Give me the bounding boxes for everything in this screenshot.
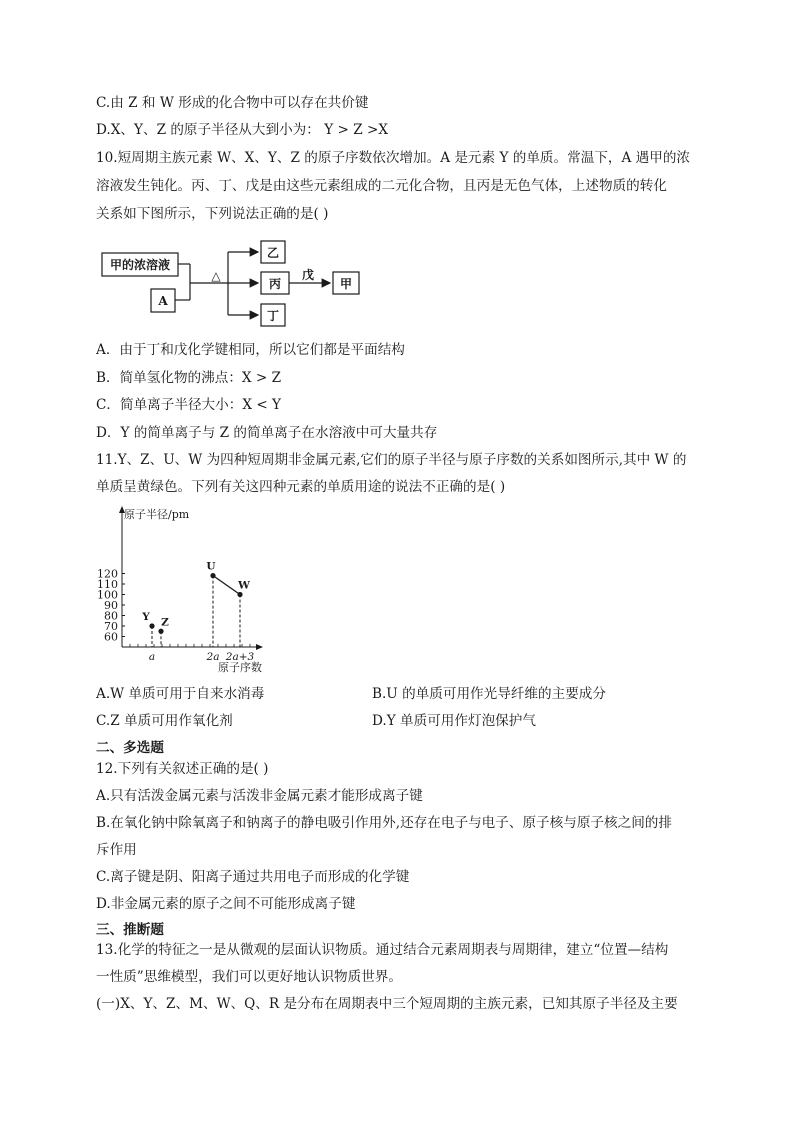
question-13-line-3: (一)X、Y、Z、M、W、Q、R 是分布在周期表中三个短周期的主族元素，已知其原子半径及主要 xyxy=(96,996,678,1012)
q11-option-d: D.Y 单质可用作灯泡保护气 xyxy=(372,713,536,729)
y-tick-label: 100 xyxy=(97,588,118,602)
question-11-line-2: 单质呈黄绿色。下列有关这四种元素的单质用途的说法不正确的是( ) xyxy=(96,479,506,495)
question-10-line-2: 溶液发生钝化。丙、丁、戊是由这些元素组成的二元化合物，且丙是无色气体，上述物质的转化 xyxy=(96,178,667,194)
q10-option-a: A．由于丁和戊化学键相同，所以它们都是平面结构 xyxy=(96,342,405,358)
point-y xyxy=(149,623,154,628)
box-yi-label: 乙 xyxy=(266,246,280,260)
point-label-u: U xyxy=(206,560,216,573)
question-13-line-2: 一性质”思维模型，我们可以更好地认识物质世界。 xyxy=(96,969,403,985)
question-13-line-1: 13.化学的特征之一是从微观的层面认识物质。通过结合元素周期表与周期律，建立“位置—结构 xyxy=(96,942,669,958)
box-a-label: A xyxy=(158,294,168,308)
option-c-line: C.由 Z 和 W 形成的化合物中可以存在共价键 xyxy=(96,95,369,111)
q12-option-c: C.离子键是阴、阳离子通过共用电子而形成的化学键 xyxy=(96,869,410,885)
conversion-flow-diagram xyxy=(0,236,794,336)
q12-option-a: A.只有活泼金属元素与活泼非金属元素才能形成离子键 xyxy=(96,788,423,804)
point-z xyxy=(158,629,163,634)
x-tick-label: 2a+3 xyxy=(225,651,255,663)
q10-option-b: B．简单氢化物的沸点：X > Z xyxy=(96,370,282,386)
y-tick-label: 80 xyxy=(104,609,118,623)
box-jia-label: 甲 xyxy=(339,277,353,291)
q11-option-b: B.U 的单质可用作光导纤维的主要成分 xyxy=(372,686,606,702)
y-tick-label: 110 xyxy=(97,578,118,591)
option-d-line: D.X、Y、Z 的原子半径从大到小为： Y > Z >X xyxy=(96,122,389,138)
x-tick-label: a xyxy=(148,651,156,663)
y-axis-label: 原子半径/pm xyxy=(124,508,190,521)
x-axis-arrow xyxy=(256,644,263,650)
atomic-radius-chart xyxy=(0,500,794,680)
point-label-y: Y xyxy=(142,611,150,623)
point-w xyxy=(237,592,242,597)
u-w-connector xyxy=(213,576,240,595)
x-tick-label: 2a xyxy=(206,651,220,663)
box-bing-label: 丙 xyxy=(268,277,282,291)
x-axis-label: 原子序数 xyxy=(218,661,262,674)
question-10-line-1: 10.短周期主族元素 W、X、Y、Z 的原子序数依次增加。A 是元素 Y 的单质。常温下，A 遇甲的浓 xyxy=(96,150,691,166)
question-12: 12.下列有关叙述正确的是( ) xyxy=(96,761,269,777)
question-11-line-1: 11.Y、Z、U、W 为四种短周期非金属元素,它们的原子半径与原子序数的关系如图所示,其中 W 的 xyxy=(96,452,687,468)
y-tick-label: 60 xyxy=(104,630,118,644)
q12-option-b-line-2: 斥作用 xyxy=(96,842,137,858)
point-label-z: Z xyxy=(161,616,169,629)
box-ding-label: 丁 xyxy=(266,309,280,323)
section-2-heading: 二、多选题 xyxy=(96,740,164,756)
heating-symbol: △ xyxy=(211,269,221,283)
q11-option-a: A.W 单质可用于自来水消毒 xyxy=(96,686,265,702)
section-3-heading: 三、推断题 xyxy=(96,922,164,938)
y-tick-label: 70 xyxy=(104,620,118,633)
y-tick-label: 90 xyxy=(104,599,118,612)
point-label-w: W xyxy=(238,579,250,592)
q12-option-d: D.非金属元素的原子之间不可能形成离子键 xyxy=(96,896,356,912)
point-u xyxy=(210,573,215,578)
y-tick-label: 120 xyxy=(97,567,118,581)
q10-option-d: D．Y 的简单离子与 Z 的简单离子在水溶液中可大量共存 xyxy=(96,425,438,441)
q12-option-b-line-1: B.在氧化钠中除氧离子和钠离子的静电吸引作用外,还存在电子与电子、原子核与原子核之间的排 xyxy=(96,815,672,831)
q10-option-c: C．简单离子半径大小：X < Y xyxy=(96,397,282,413)
wu-label: 戊 xyxy=(301,268,315,282)
box-jia-concentrated-label: 甲的浓溶液 xyxy=(109,258,171,272)
q11-option-c: C.Z 单质可用作氧化剂 xyxy=(96,713,233,729)
question-10-line-3: 关系如下图所示，下列说法正确的是( ) xyxy=(96,206,329,222)
